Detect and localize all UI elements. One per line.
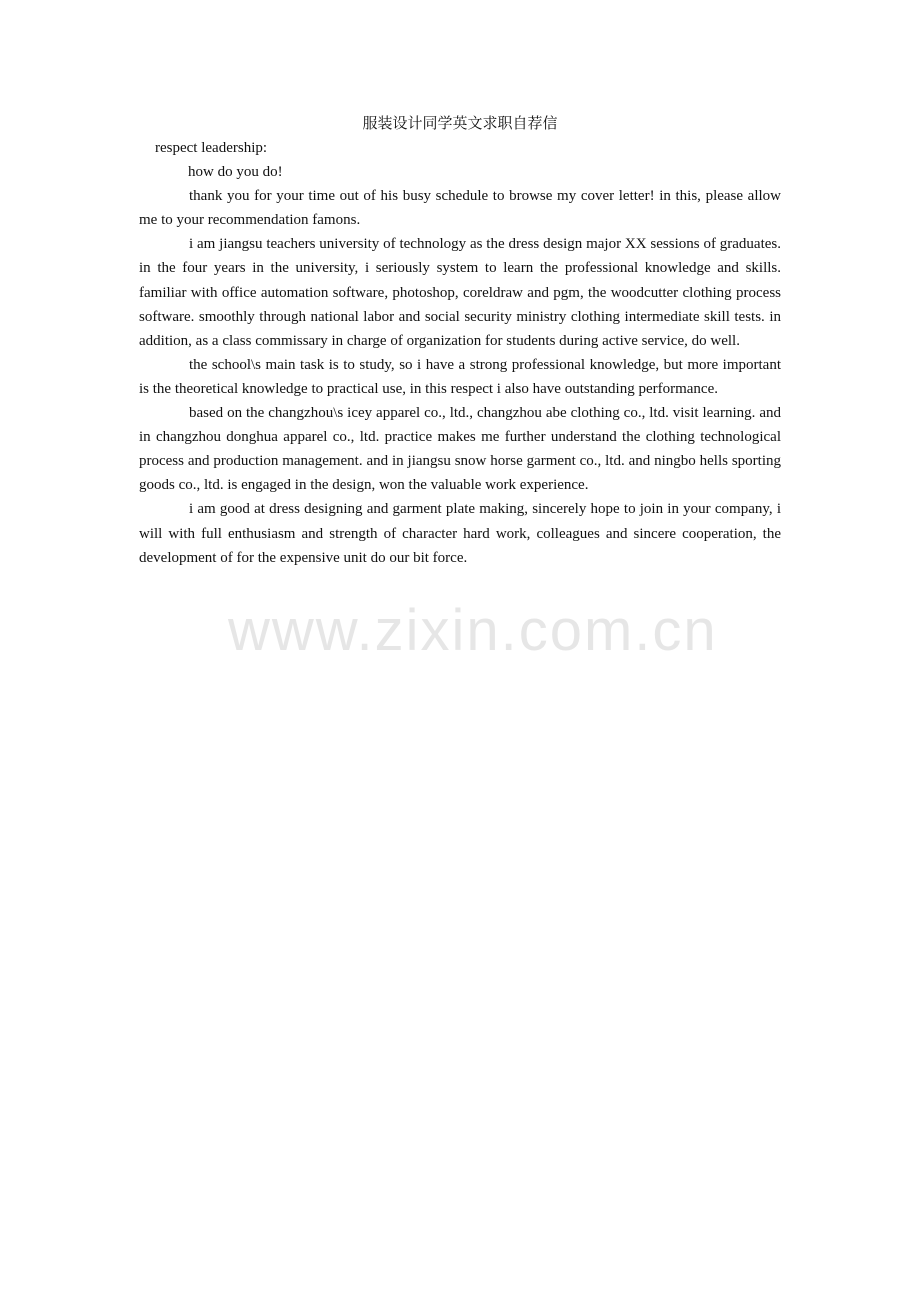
paragraph-closing: i am good at dress designing and garment plate making, sincerely hope to join in your company, i will with full enthusiasm and strength of character hard work, colleagues and sincere cooperation, the development of for the expensive unit do our bit force. [139,501,781,566]
paragraph-study: the school\s main task is to study, so i have a strong professional knowledge, but more important is the theoretical knowledge to practical use, in this respect i also have outstanding performance. [139,356,781,397]
document-title: 服装设计同学英文求职自荐信 [362,116,558,132]
paragraph-experience: based on the changzhou\s icey apparel co., ltd., changzhou abe clothing co., ltd. visit learning. and in changzhou donghua apparel co., ltd. practice makes me further understand the clothing technological process and production management. and in jiangsu snow horse garment co., ltd. and ningbo hells sporting goods co., ltd. is engaged in the design, won the valuable work experience. [139,405,781,494]
salutation: respect leadership: [155,140,268,156]
watermark: www.zixin.com.cn [228,598,718,663]
greeting: how do you do! [188,164,283,181]
letter-body [139,112,781,570]
paragraph-intro: thank you for your time out of his busy schedule to browse my cover letter! in this, please allow me to your recommendation famons. [139,188,781,229]
paragraph-education: i am jiangsu teachers university of technology as the dress design major XX sessions of graduates. in the four years in the university, i seriously system to learn the professional knowledge and skills. familiar with office automation software, photoshop, coreldraw and pgm, the woodcutter clothing process software. smoothly through national labor and social security ministry clothing intermediate skill tests. in addition, as a class commissary in charge of organization for students during active service, do well. [139,236,781,349]
